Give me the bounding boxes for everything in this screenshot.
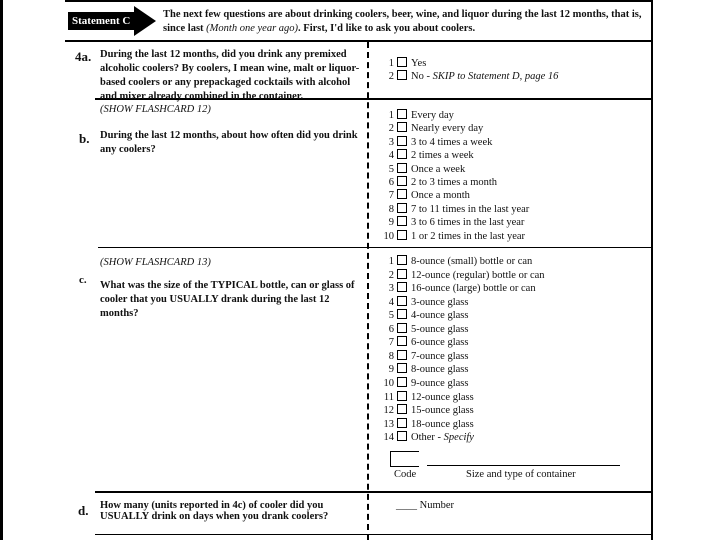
option-code: 1 (388, 110, 394, 121)
option-item[interactable] (378, 323, 468, 336)
option-label: 15-ounce glass (411, 405, 474, 417)
option-code: 6 (388, 177, 394, 188)
question-number: c. (79, 274, 87, 286)
code-input[interactable] (390, 451, 419, 467)
checkbox[interactable] (397, 282, 407, 292)
option-label: 1 or 2 times in the last year (411, 230, 526, 242)
checkbox[interactable] (397, 391, 407, 401)
option-label: 3-ounce glass (411, 296, 469, 308)
code-label: Code (394, 469, 417, 480)
question-text: What was the size of the TYPICAL bottle, can or glass of cooler that you USUALLY drank during the last 12 months? (100, 280, 355, 319)
number-label: Number (419, 500, 455, 511)
specify-instruction: Specify (443, 432, 474, 444)
number-blank[interactable]: ____ (396, 500, 417, 511)
option-label: 3 to 6 times in the last year (411, 217, 525, 229)
option-code: 6 (388, 323, 394, 335)
divider (95, 534, 653, 535)
checkbox[interactable] (397, 109, 407, 119)
column-divider (367, 42, 369, 540)
checkbox[interactable] (397, 418, 407, 428)
option-label: 8-ounce (small) bottle or can (411, 256, 533, 267)
option-item[interactable] (378, 404, 474, 417)
option-code: 7 (388, 190, 394, 202)
option-label: Yes (411, 58, 427, 69)
question-text: During the last 12 months, about how often did you drink any coolers? (100, 130, 358, 155)
option-item[interactable] (378, 282, 536, 295)
option-label: Once a month (411, 190, 470, 202)
option-code: 2 (388, 71, 394, 82)
option-label: 7-ounce glass (411, 350, 469, 362)
checkbox[interactable] (397, 230, 407, 240)
statement-arrow (68, 6, 158, 36)
option-item[interactable] (378, 109, 454, 122)
option-item[interactable] (378, 189, 470, 202)
option-item[interactable] (378, 163, 465, 176)
option-label: 6-ounce glass (411, 337, 469, 349)
option-code: 7 (388, 337, 394, 349)
checkbox[interactable] (397, 122, 407, 132)
option-yes[interactable] (378, 57, 426, 70)
checkbox[interactable] (397, 309, 407, 319)
checkbox[interactable] (397, 255, 407, 265)
option-code: 5 (388, 310, 394, 322)
checkbox[interactable] (397, 363, 407, 373)
option-label: 12-ounce (regular) bottle or can (411, 269, 545, 281)
option-code: 10 (383, 377, 394, 389)
arrow-icon (134, 6, 156, 36)
option-item[interactable] (378, 336, 468, 349)
checkbox[interactable] (397, 404, 407, 414)
question-number: d. (78, 503, 89, 518)
option-item[interactable] (378, 176, 497, 189)
checkbox[interactable] (397, 189, 407, 199)
option-item[interactable] (378, 377, 468, 390)
option-label: 5-ounce glass (411, 323, 469, 335)
option-code: 10 (383, 230, 394, 242)
option-item[interactable] (378, 391, 474, 404)
option-item[interactable] (378, 122, 483, 135)
option-label: 18-ounce glass (411, 418, 474, 430)
option-code: 4 (388, 150, 394, 162)
option-code: 4 (388, 296, 394, 308)
option-code: 2 (388, 269, 394, 281)
option-code: 14 (383, 432, 394, 444)
checkbox[interactable] (397, 203, 407, 213)
option-item[interactable] (378, 255, 532, 268)
page-border-top (65, 0, 653, 2)
flashcard-instruction: (SHOW FLASHCARD 13) (100, 257, 211, 268)
number-input[interactable] (396, 500, 454, 511)
option-item[interactable] (378, 363, 468, 376)
checkbox[interactable] (397, 336, 407, 346)
option-item[interactable] (378, 350, 468, 363)
checkbox[interactable] (397, 216, 407, 226)
option-code: 1 (388, 256, 394, 267)
checkbox[interactable] (397, 176, 407, 186)
option-label: Every day (411, 110, 454, 121)
skip-instruction: SKIP to Statement D, page 16 (432, 71, 559, 82)
option-label: 16-ounce (large) bottle or can (411, 283, 536, 295)
option-no[interactable] (378, 70, 558, 83)
option-item[interactable] (378, 418, 474, 431)
option-code: 8 (388, 350, 394, 362)
page-border-right (651, 0, 653, 540)
option-code: 13 (383, 418, 394, 430)
option-item[interactable] (378, 296, 468, 309)
option-label: Other - (411, 432, 444, 444)
option-label: 3 to 4 times a week (411, 136, 493, 148)
option-code: 12 (383, 405, 394, 417)
checkbox[interactable] (397, 57, 407, 67)
divider (65, 40, 653, 42)
checkbox[interactable] (397, 350, 407, 360)
checkbox[interactable] (397, 70, 407, 80)
page-border-left (0, 0, 3, 540)
checkbox[interactable] (397, 149, 407, 159)
question-number: 4a. (75, 49, 92, 64)
checkbox[interactable] (397, 163, 407, 173)
question-text: During the last 12 months, did you drink any premixed alcoholic coolers? By coolers, I mean wine, malt or liquor-based coolers or any prepackaged cocktails with alcohol and mixer already combined in the container. (100, 49, 360, 102)
divider (95, 491, 653, 493)
option-label: 2 times a week (411, 150, 474, 162)
option-code: 2 (388, 123, 394, 135)
option-item[interactable] (378, 230, 525, 243)
option-item[interactable] (378, 203, 529, 216)
checkbox[interactable] (397, 269, 407, 279)
checkbox[interactable] (397, 431, 407, 441)
option-item[interactable] (378, 216, 524, 229)
option-label: 9-ounce glass (411, 377, 469, 389)
question-text: How many (units reported in 4c) of cooler did you USUALLY drink on days when you drank coolers? (100, 500, 329, 522)
option-code: 3 (388, 283, 394, 295)
checkbox[interactable] (397, 377, 407, 387)
option-item[interactable] (378, 149, 474, 162)
option-code: 3 (388, 136, 394, 148)
statement-label: Statement C (68, 12, 138, 30)
statement-intro: The next few questions are about drinking coolers, beer, wine, and liquor during the last 12 months, that is, since last (Month one year ago). First, I'd like to ask you about coolers. (163, 9, 642, 34)
checkbox[interactable] (397, 296, 407, 306)
option-code: 8 (388, 203, 394, 215)
container-input[interactable] (427, 465, 620, 466)
option-code: 11 (383, 391, 394, 403)
option-code: 9 (388, 217, 394, 229)
question-number: b. (79, 131, 90, 146)
option-label: 8-ounce glass (411, 364, 469, 376)
checkbox[interactable] (397, 323, 407, 333)
divider (98, 247, 653, 248)
option-code: 1 (388, 58, 394, 69)
container-label: Size and type of container (466, 469, 576, 480)
option-label: 12-ounce glass (411, 391, 474, 403)
option-label: Once a week (411, 163, 466, 175)
option-code: 5 (388, 163, 394, 175)
option-label: 4-ounce glass (411, 310, 469, 322)
option-label: 7 to 11 times in the last year (411, 203, 530, 215)
option-label: Nearly every day (411, 123, 484, 135)
checkbox[interactable] (397, 136, 407, 146)
option-code: 9 (388, 364, 394, 376)
option-label: 2 to 3 times a month (411, 177, 498, 188)
option-item[interactable] (378, 136, 492, 149)
option-item[interactable] (378, 309, 468, 322)
option-label: No - (411, 71, 433, 82)
option-item[interactable] (378, 269, 545, 282)
option-item[interactable] (378, 431, 474, 444)
flashcard-instruction: (SHOW FLASHCARD 12) (100, 104, 211, 115)
